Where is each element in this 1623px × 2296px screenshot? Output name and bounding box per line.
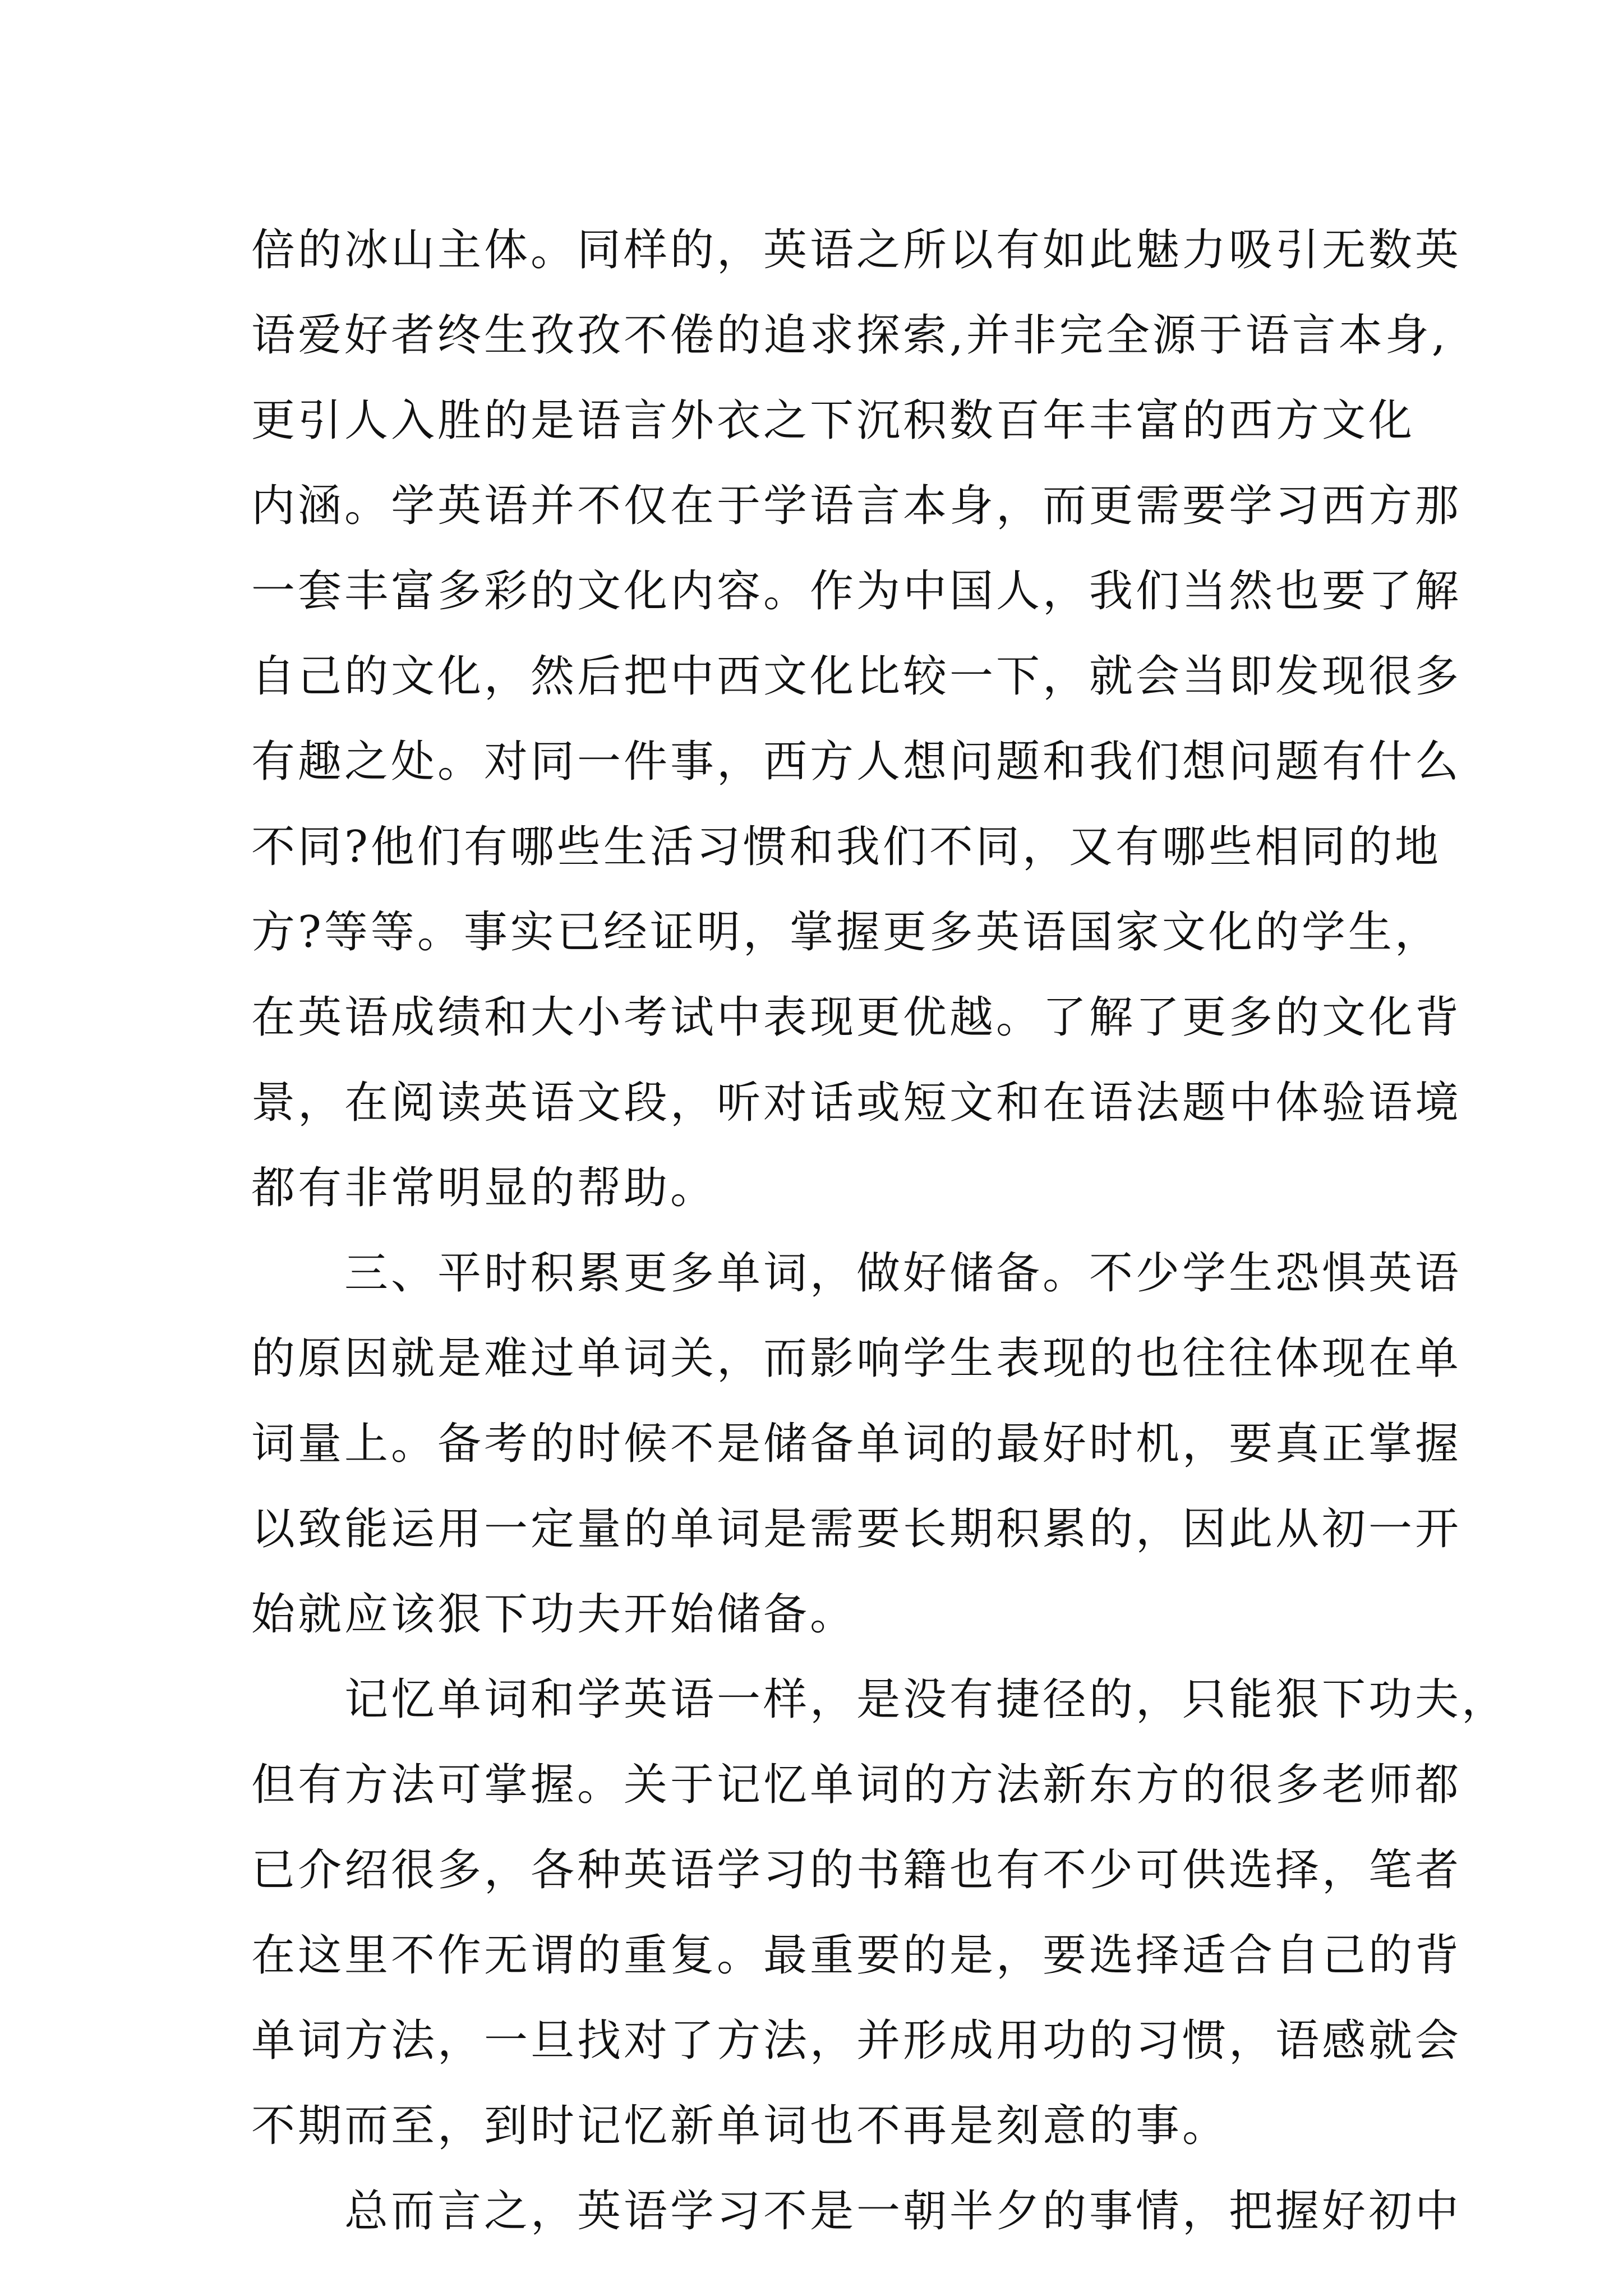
text-line: 景，在阅读英语文段，听对话或短文和在语法题中体验语境	[251, 1078, 1462, 1128]
text-line: 倍的冰山主体。同样的，英语之所以有如此魅力吸引无数英	[251, 225, 1462, 275]
text-line: 有趣之处。对同一件事，西方人想问题和我们想问题有什么	[251, 737, 1462, 787]
text-line: 始就应该狠下功夫开始储备。	[251, 1589, 857, 1640]
text-line: 方?等等。事实已经证明，掌握更多英语国家文化的学生，	[251, 907, 1441, 958]
text-line: 不期而至，到时记忆新单词也不再是刻意的事。	[251, 2101, 1229, 2151]
text-line: 记忆单词和学英语一样，是没有捷径的，只能狠下功夫，	[251, 1674, 1509, 1725]
text-line: 单词方法，一旦找对了方法，并形成用功的习惯，语感就会	[251, 2016, 1462, 2066]
body-text	[251, 208, 1509, 2254]
text-line: 一套丰富多彩的文化内容。作为中国人，我们当然也要了解	[251, 566, 1462, 616]
text-line: 总而言之，英语学习不是一朝半夕的事情，把握好初中	[251, 2186, 1462, 2237]
text-line: 词量上。备考的时候不是储备单词的最好时机，要真正掌握	[251, 1419, 1462, 1469]
text-line: 三、平时积累更多单词，做好储备。不少学生恐惧英语	[251, 1248, 1462, 1299]
text-line: 已介绍很多，各种英语学习的书籍也有不少可供选择，笔者	[251, 1845, 1462, 1895]
text-line: 在这里不作无谓的重复。最重要的是，要选择适合自己的背	[251, 1930, 1462, 1981]
text-line: 的原因就是难过单词关，而影响学生表现的也往往体现在单	[251, 1333, 1462, 1384]
text-line: 更引人入胜的是语言外衣之下沉积数百年丰富的西方文化	[251, 395, 1415, 446]
text-line: 自己的文化，然后把中西文化比较一下，就会当即发现很多	[251, 651, 1462, 702]
text-line: 都有非常明显的帮助。	[251, 1163, 717, 1213]
text-line: 语爱好者终生孜孜不倦的追求探索,并非完全源于语言本身,	[251, 310, 1449, 361]
text-line: 以致能运用一定量的单词是需要长期积累的，因此从初一开	[251, 1504, 1462, 1554]
text-line: 内涵。学英语并不仅在于学语言本身，而更需要学习西方那	[251, 481, 1462, 531]
text-line: 但有方法可掌握。关于记忆单词的方法新东方的很多老师都	[251, 1760, 1462, 1810]
text-line: 在英语成绩和大小考试中表现更优越。了解了更多的文化背	[251, 992, 1462, 1043]
text-line: 不同?他们有哪些生活习惯和我们不同，又有哪些相同的地	[251, 822, 1441, 872]
